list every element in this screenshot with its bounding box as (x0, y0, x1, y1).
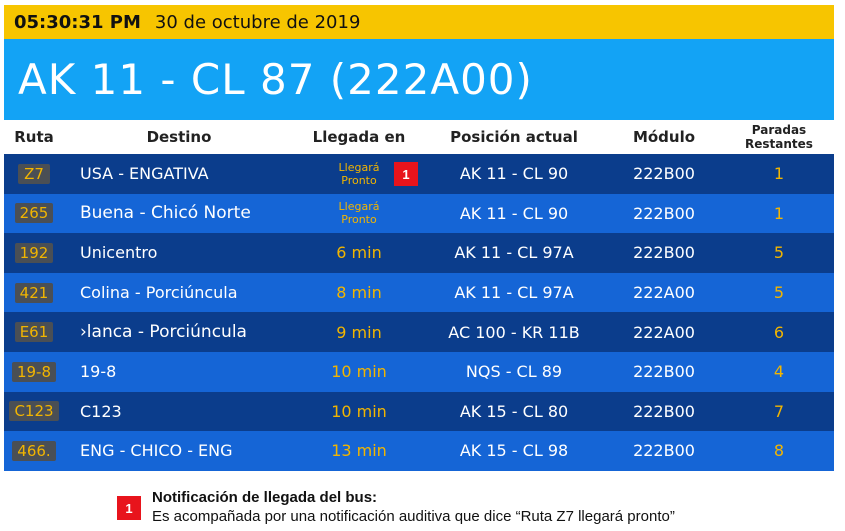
route-cell (4, 352, 64, 392)
current-date: 30 de octubre de 2019 (154, 11, 361, 33)
destination: ›lanca - Porciúncula (80, 322, 247, 343)
column-header-modulo: Módulo (632, 128, 696, 146)
arrival-line2: Pronto (341, 213, 377, 227)
arrival-time: 10 min (331, 362, 387, 382)
stop-title-bar (4, 39, 834, 120)
route-badge: 19-8 (12, 362, 56, 382)
route-badge: C123 (9, 401, 58, 421)
current-position: AK 11 - CL 97A (454, 243, 574, 263)
column-header-posicion: Posición actual (450, 128, 578, 146)
paradas-line2: Restantes (745, 137, 813, 151)
current-time: 05:30:31 PM (14, 11, 141, 33)
stops-remaining: 1 (773, 203, 785, 223)
module: 222A00 (633, 322, 695, 342)
table-row (4, 273, 834, 313)
legend-text: Es acompañada por una notificación auditiva que dice “Ruta Z7 llegará pronto” (152, 508, 675, 525)
module: 222B00 (633, 401, 695, 421)
route-badge: 466. (12, 441, 55, 461)
arrival-time: 13 min (331, 441, 387, 461)
current-position: AK 11 - CL 90 (459, 164, 569, 184)
column-header-ruta: Ruta (14, 128, 54, 146)
current-position: AK 15 - CL 80 (459, 401, 569, 421)
route-badge: 192 (15, 243, 54, 263)
route-cell (4, 194, 64, 234)
annotation-marker: 1 (394, 162, 418, 186)
table-row (4, 233, 834, 273)
destination: 19-8 (80, 362, 117, 382)
stops-remaining: 1 (773, 164, 785, 184)
arrival-time: 6 min (336, 243, 382, 263)
destination: Buena - Chicó Norte (80, 203, 251, 224)
module: 222B00 (633, 362, 695, 382)
column-header-paradas (724, 120, 834, 154)
table-row (4, 352, 834, 392)
stops-remaining: 4 (773, 362, 785, 382)
annotation-legend (152, 489, 675, 525)
arrival-line1: Llegará (338, 160, 380, 174)
table-row (4, 194, 834, 234)
arrival-line1: Llegará (338, 200, 380, 214)
paradas-line1: Paradas (751, 123, 807, 137)
arrival-time: 8 min (336, 283, 382, 303)
table-row (4, 312, 834, 352)
arrival-line2: Pronto (341, 173, 377, 187)
arrival-rows (4, 154, 834, 471)
arrival-board (4, 5, 834, 471)
table-row (4, 392, 834, 432)
destination: Colina - Porciúncula (80, 283, 238, 303)
route-cell (4, 392, 64, 432)
route-cell (4, 431, 64, 471)
table-header (4, 120, 834, 154)
route-badge: 265 (15, 203, 54, 223)
column-header-destino: Destino (146, 128, 212, 146)
arrival-time (294, 194, 424, 234)
destination: C123 (80, 401, 122, 421)
module: 222B00 (633, 203, 695, 223)
arrival-time: 9 min (336, 322, 382, 342)
module: 222A00 (633, 283, 695, 303)
legend-title: Notificación de llegada del bus: (152, 489, 378, 506)
current-position: AK 11 - CL 97A (454, 283, 574, 303)
route-badge: E61 (15, 322, 54, 342)
route-cell (4, 233, 64, 273)
module: 222B00 (633, 164, 695, 184)
stops-remaining: 5 (773, 243, 785, 263)
column-header-llegada: Llegada en (312, 128, 406, 146)
table-row (4, 154, 834, 194)
module: 222B00 (633, 441, 695, 461)
stop-title: AK 11 - CL 87 (222A00) (18, 55, 533, 104)
current-position: AK 15 - CL 98 (459, 441, 569, 461)
route-badge: 421 (15, 283, 54, 303)
route-cell (4, 273, 64, 313)
destination: ENG - CHICO - ENG (80, 441, 233, 461)
route-cell (4, 312, 64, 352)
stops-remaining: 7 (773, 401, 785, 421)
table-row (4, 431, 834, 471)
current-position: AK 11 - CL 90 (459, 203, 569, 223)
clock-bar (4, 5, 834, 39)
destination: Unicentro (80, 243, 158, 263)
stops-remaining: 5 (773, 283, 785, 303)
module: 222B00 (633, 243, 695, 263)
route-badge: Z7 (18, 164, 50, 184)
legend-marker: 1 (117, 496, 141, 520)
stops-remaining: 8 (773, 441, 785, 461)
destination: USA - ENGATIVA (80, 164, 209, 184)
route-cell (4, 154, 64, 194)
current-position: NQS - CL 89 (465, 362, 563, 382)
arrival-time: 10 min (331, 401, 387, 421)
stops-remaining: 6 (773, 322, 785, 342)
current-position: AC 100 - KR 11B (448, 322, 580, 342)
